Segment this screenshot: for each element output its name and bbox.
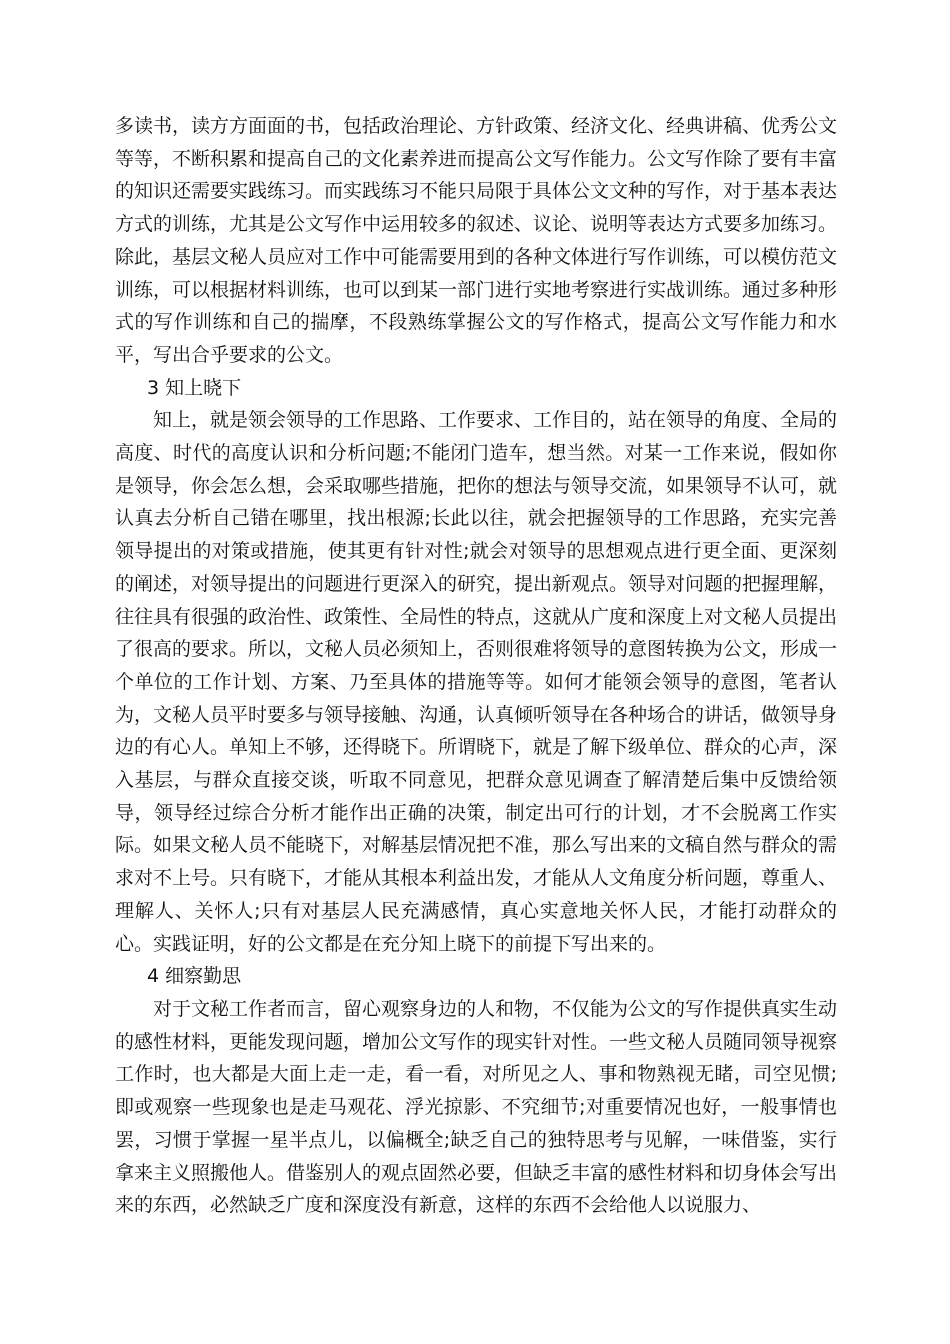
section-heading-3: 3 知上晓下: [147, 376, 242, 399]
paragraph-know-superiors-subordinates: 知上，就是领会领导的工作思路、工作要求、工作目的，站在领导的角度、全局的高度、时代的高度认识和分析问题;不能闭门造车，想当然。对某一工作来说，假如你是领导，你会怎么想，会采取哪些措施，把你的想法与领导交流，如果领导不认可，就认真去分析自己错在哪里，找出根源;长此以往，就会把握领导的工作思路，充实完善领导提出的对策或措施，使其更有针对性;就会对领导的思想观点进行更全面、更深刻的阐述，对领导提出的问题进行更深入的研究，提出新观点。领导对问题的把握理解，往往具有很强的政治性、政策性、全局性的特点，这就从广度和深度上对文秘人员提出了很高的要求。所以，文秘人员必须知上，否则很难将领导的意图转换为公文，形成一个单位的工作计划、方案、乃至具体的措施等等。如何才能领会领导的意图，笔者认为，文秘人员平时要多与领导接触、沟通，认真倾听领导在各种场合的讲话，做领导身边的有心人。单知上不够，还得晓下。所谓晓下，就是了解下级单位、群众的心声，深入基层，与群众直接交谈，听取不同意见，把群众意见调查了解清楚后集中反馈给领导，领导经过综合分析才能作出正确的决策，制定出可行的计划，才不会脱离工作实际。如果文秘人员不能晓下，对解基层情况把不准，那么写出来的文稿自然与群众的需求对不上号。只有晓下，才能从其根本利益出发，才能从人文角度分析问题，尊重人、理解人、关怀人;只有对基层人民充满感情，真心实意地关怀人民，才能打动群众的心。实践证明，好的公文都是在充分知上晓下的前提下写出来的。: [115, 409, 838, 955]
paragraph-observe-think: 对于文秘工作者而言，留心观察身边的人和物，不仅能为公文的写作提供真实生动的感性材料，更能发现问题，增加公文写作的现实针对性。一些文秘人员随同领导视察工作时，也大都是大面上走一走，看一看，对所见之人、事和物熟视无睹，司空见惯;即或观察一些现象也是走马观花、浮光掠影、不究细节;对重要情况也好，一般事情也罢，习惯于掌握一星半点儿，以偏概全;缺乏自己的独特思考与见解，一味借鉴，实行拿来主义照搬他人。借鉴别人的观点固然必要，但缺乏丰富的感性材料和切身体会写出来的东西，必然缺乏广度和深度没有新意，这样的东西不会给他人以说服力、: [115, 997, 838, 1217]
paragraph-reading-practice: 多读书，读方方面面的书，包括政治理论、方针政策、经济文化、经典讲稿、优秀公文等等，不断积累和提高自己的文化素养进而提高公文写作能力。公文写作除了要有丰富的知识还需要实践练习。而实践练习不能只局限于具体公文文种的写作，对于基本表达方式的训练，尤其是公文写作中运用较多的叙述、议论、说明等表达方式要多加练习。除此，基层文秘人员应对工作中可能需要用到的各种文体进行写作训练，可以模仿范文训练，可以根据材料训练，也可以到某一部门进行实地考察进行实战训练。通过多种形式的写作训练和自己的揣摩，不段熟练掌握公文的写作格式，提高公文写作能力和水平，写出合乎要求的公文。: [115, 115, 838, 366]
section-heading-4: 4 细察勤思: [147, 965, 242, 988]
document-body: [115, 110, 837, 1222]
